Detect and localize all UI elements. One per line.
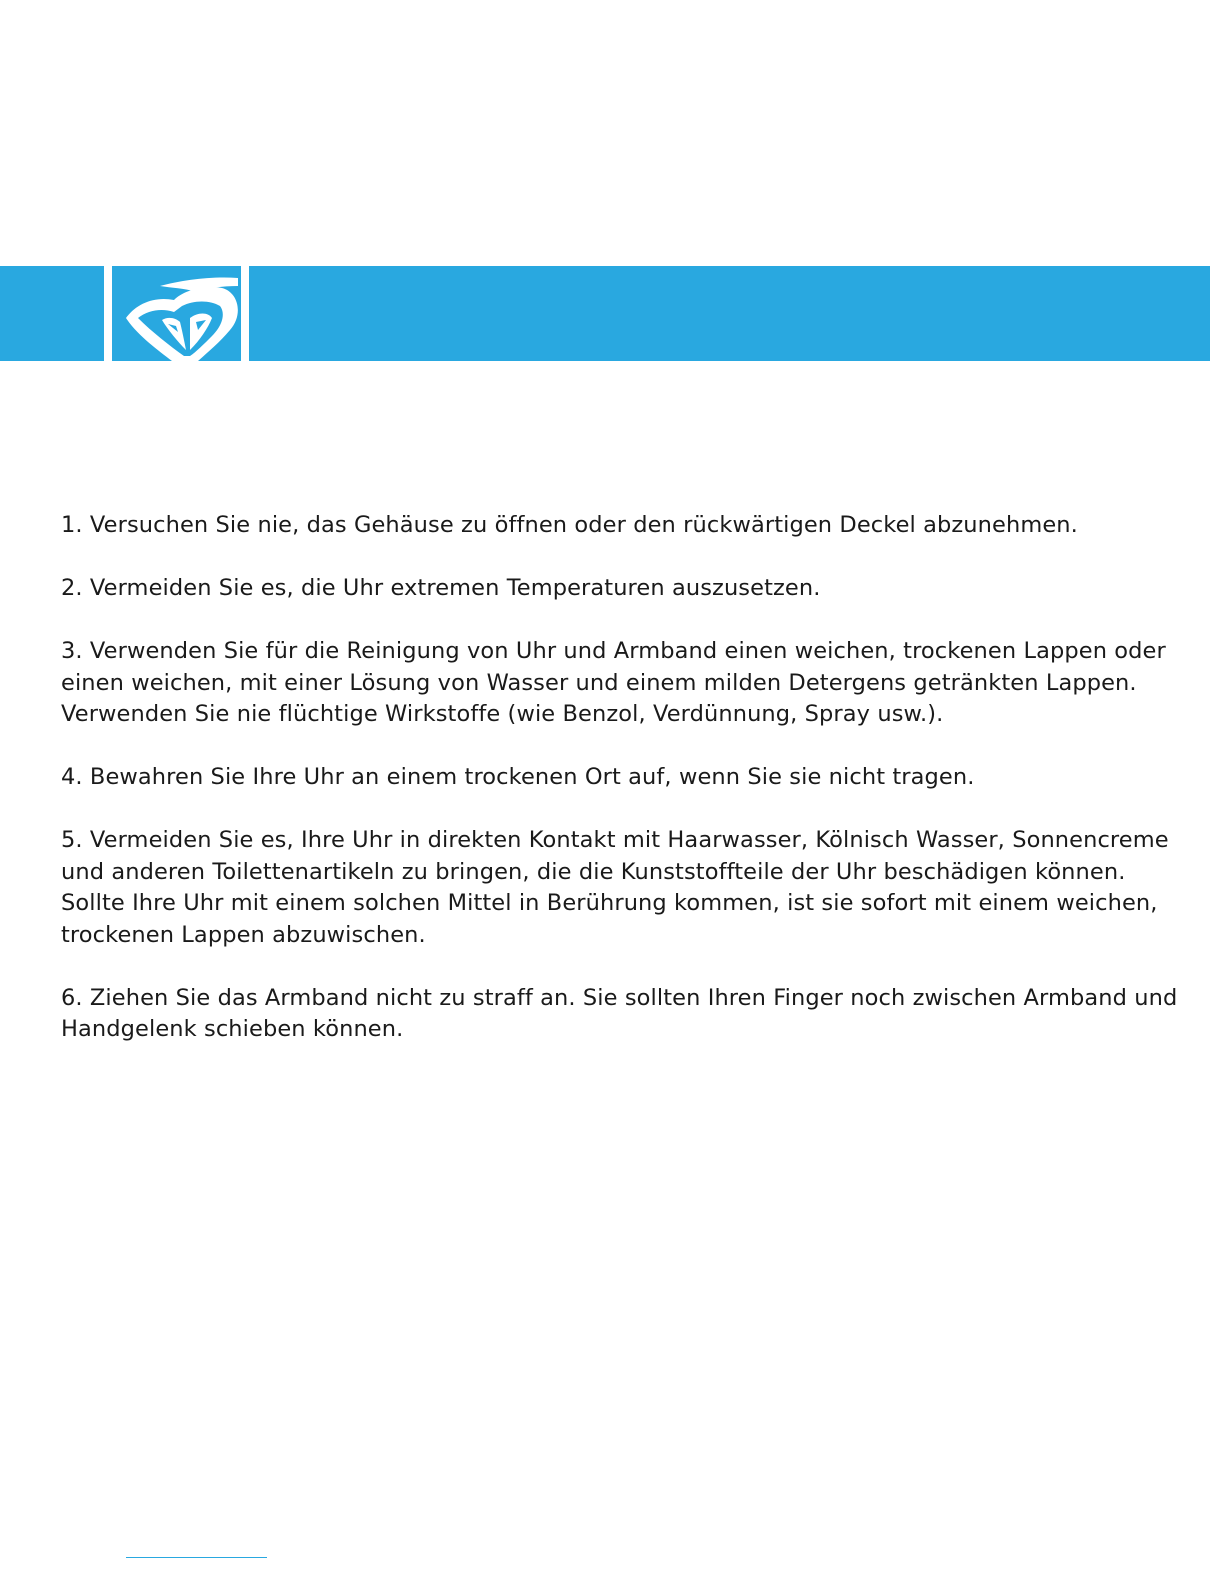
instruction-item: 3. Verwenden Sie für die Reinigung von Uhr und Armband einen weichen, trockenen Lappen oder einen weichen, mit einer Lösung von Wasser und einem milden Detergens getränkten Lappen. Verwenden Sie nie flüchtige Wirkstoffe (wie Benzol, Verdünnung, Spray usw.). (61, 638, 1166, 727)
brand-logo (112, 266, 241, 361)
instruction-item: 4. Bewahren Sie Ihre Uhr an einem trockenen Ort auf, wenn Sie sie nicht tragen. (61, 764, 975, 790)
instruction-item: 6. Ziehen Sie das Armband nicht zu straff an. Sie sollten Ihren Finger noch zwischen Armband und Handgelenk schieben können. (61, 984, 1178, 1042)
heart-logo-icon (112, 266, 241, 361)
instruction-item: 5. Vermeiden Sie es, Ihre Uhr in direkten Kontakt mit Haarwasser, Kölnisch Wasser, Sonnencreme und anderen Toilettenartikeln zu bringen, die die Kunststoffteile der Uhr beschädigen können. Sollte Ihre Uhr mit einem solchen Mittel in Berührung kommen, ist sie sofort mit einem weichen, trockenen Lappen abzuwischen. (61, 827, 1169, 948)
instruction-item: 1. Versuchen Sie nie, das Gehäuse zu öffnen oder den rückwärtigen Deckel abzunehmen. (61, 512, 1078, 538)
care-instructions-list (61, 510, 1181, 1077)
header-banner-right (249, 266, 1210, 361)
header-banner-left (0, 266, 104, 361)
footer-divider (126, 1557, 267, 1558)
instruction-item: 2. Vermeiden Sie es, die Uhr extremen Temperaturen auszusetzen. (61, 575, 821, 601)
